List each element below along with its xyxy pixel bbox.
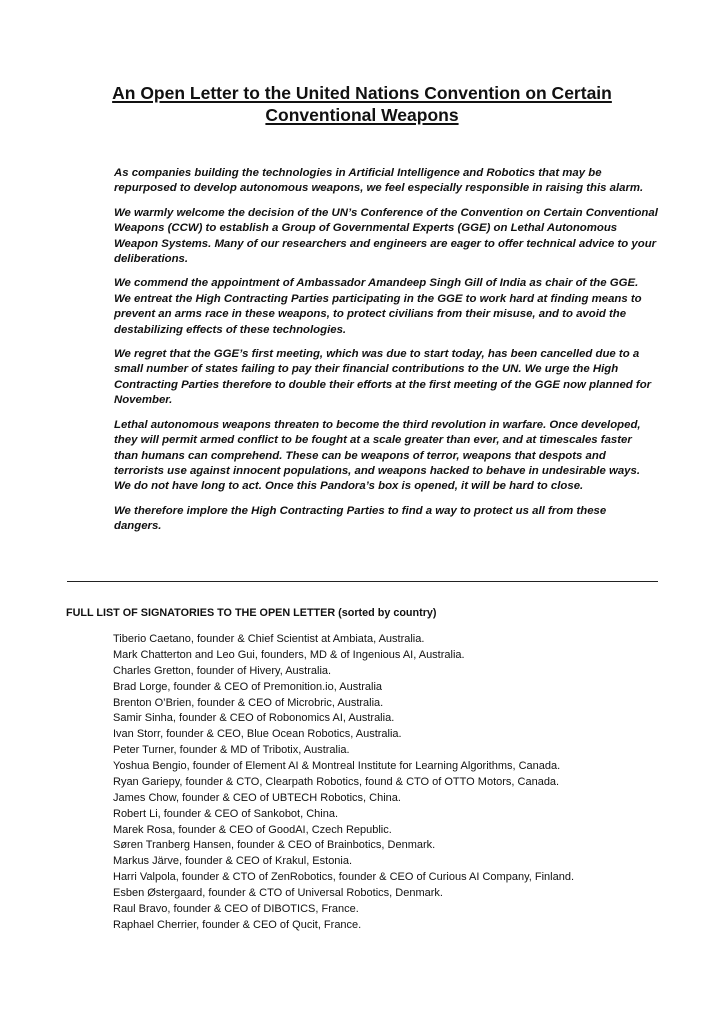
paragraph-line: We entreat the High Contracting Parties participating in the GGE to work hard at finding means to [114,292,642,305]
letter-paragraph [114,418,662,495]
letter-paragraph [114,276,662,338]
signatory-item: Samir Sinha, founder & CEO of Robonomics AI, Australia. [113,712,395,725]
paragraph-line: We warmly welcome the decision of the UN’s Conference of the Convention on Certain Conventional [114,206,658,219]
paragraph-line: small number of states failing to pay their financial contributions to the UN. We urge the High [114,363,619,376]
letter-body [114,166,662,544]
section-divider [67,581,658,582]
signatory-item: Charles Gretton, founder of Hivery, Australia. [113,664,332,677]
title-line: Conventional Weapons [265,105,459,125]
paragraph-line: destabilizing effects of these technologies. [114,323,347,336]
signatory-item: Brenton O’Brien, founder & CEO of Microbric, Australia. [113,696,384,709]
signatory-item: Brad Lorge, founder & CEO of Premonition.io, Australia [113,680,383,693]
title-line: An Open Letter to the United Nations Convention on Certain [112,83,612,103]
paragraph-line: Weapons (CCW) to establish a Group of Governmental Experts (GGE) on Lethal Autonomous [114,222,618,235]
paragraph-line: terrorists use against innocent populations, and weapons hacked to behave in undesirable ways. [114,464,640,477]
signatory-item: Esben Østergaard, founder & CTO of Universal Robotics, Denmark. [113,887,443,899]
paragraph-line: dangers. [114,520,162,533]
letter-paragraph [114,166,662,197]
signatories-list [113,632,574,934]
paragraph-line: Weapon Systems. Many of our researchers and engineers are eager to offer technical advice to your [114,237,657,250]
signatory-item: Mark Chatterton and Leo Gui, founders, MD & of Ingenious AI, Australia. [113,648,465,661]
paragraph-line: We commend the appointment of Ambassador Amandeep Singh Gill of India as chair of the GGE. [114,277,639,290]
signatory-item: Peter Turner, founder & MD of Tribotix, Australia. [113,744,350,757]
signatory-item: Markus Järve, founder & CEO of Krakul, Estonia. [113,855,353,868]
signatory-item: Raul Bravo, founder & CEO of DIBOTICS, France. [113,902,359,915]
signatory-item: James Chow, founder & CEO of UBTECH Robotics, China. [113,791,401,804]
paragraph-line: Contracting Parties therefore to double their efforts at the first meeting of the GGE now planned for [114,378,652,391]
paragraph-line: deliberations. [114,253,189,266]
signatory-item: Søren Tranberg Hansen, founder & CEO of Brainbotics, Denmark. [113,839,436,852]
signatory-item: Yoshua Bengio, founder of Element AI & Montreal Institute for Learning Algorithms, Canada. [113,760,561,772]
signatory-item: Ivan Storr, founder & CEO, Blue Ocean Robotics, Australia. [113,728,402,741]
letter-paragraph [114,504,662,535]
signatory-item: Harri Valpola, founder & CTO of ZenRobotics, founder & CEO of Curious AI Company, Finland. [113,871,574,884]
paragraph-line: than humans can comprehend. These can be weapons of terror, weapons that despots and [114,449,606,462]
signatory-item: Raphael Cherrier, founder & CEO of Qucit, France. [113,918,362,931]
paragraph-line: repurposed to develop autonomous weapons, we feel especially responsible in raising this alarm. [114,182,644,195]
signatories-heading: FULL LIST OF SIGNATORIES TO THE OPEN LETTER (sorted by country) [66,607,437,619]
letter-title [60,82,664,126]
paragraph-line: We do not have long to act. Once this Pandora’s box is opened, it will be hard to close. [114,480,584,493]
paragraph-line: We therefore implore the High Contracting Parties to find a way to protect us all from these [114,504,607,517]
paragraph-line: prevent an arms race in these weapons, to protect civilians from their misuse, and to avoid the [114,308,627,321]
letter-paragraph [114,206,662,268]
signatory-item: Robert Li, founder & CEO of Sankobot, China. [113,807,339,820]
paragraph-line: November. [114,394,173,407]
paragraph-line: As companies building the technologies in Artificial Intelligence and Robotics that may be [114,167,602,179]
paragraph-line: they will permit armed conflict to be fought at a scale greater than ever, and at timescales faster [114,434,632,447]
signatory-item: Marek Rosa, founder & CEO of GoodAI, Czech Republic. [113,823,392,836]
paragraph-line: Lethal autonomous weapons threaten to become the third revolution in warfare. Once developed, [114,418,641,431]
signatory-item: Tiberio Caetano, founder & Chief Scientist at Ambiata, Australia. [113,633,425,645]
letter-paragraph [114,347,662,409]
paragraph-line: We regret that the GGE’s first meeting, which was due to start today, has been cancelled due to a [114,348,640,361]
signatory-item: Ryan Gariepy, founder & CTO, Clearpath Robotics, found & CTO of OTTO Motors, Canada. [113,775,560,788]
